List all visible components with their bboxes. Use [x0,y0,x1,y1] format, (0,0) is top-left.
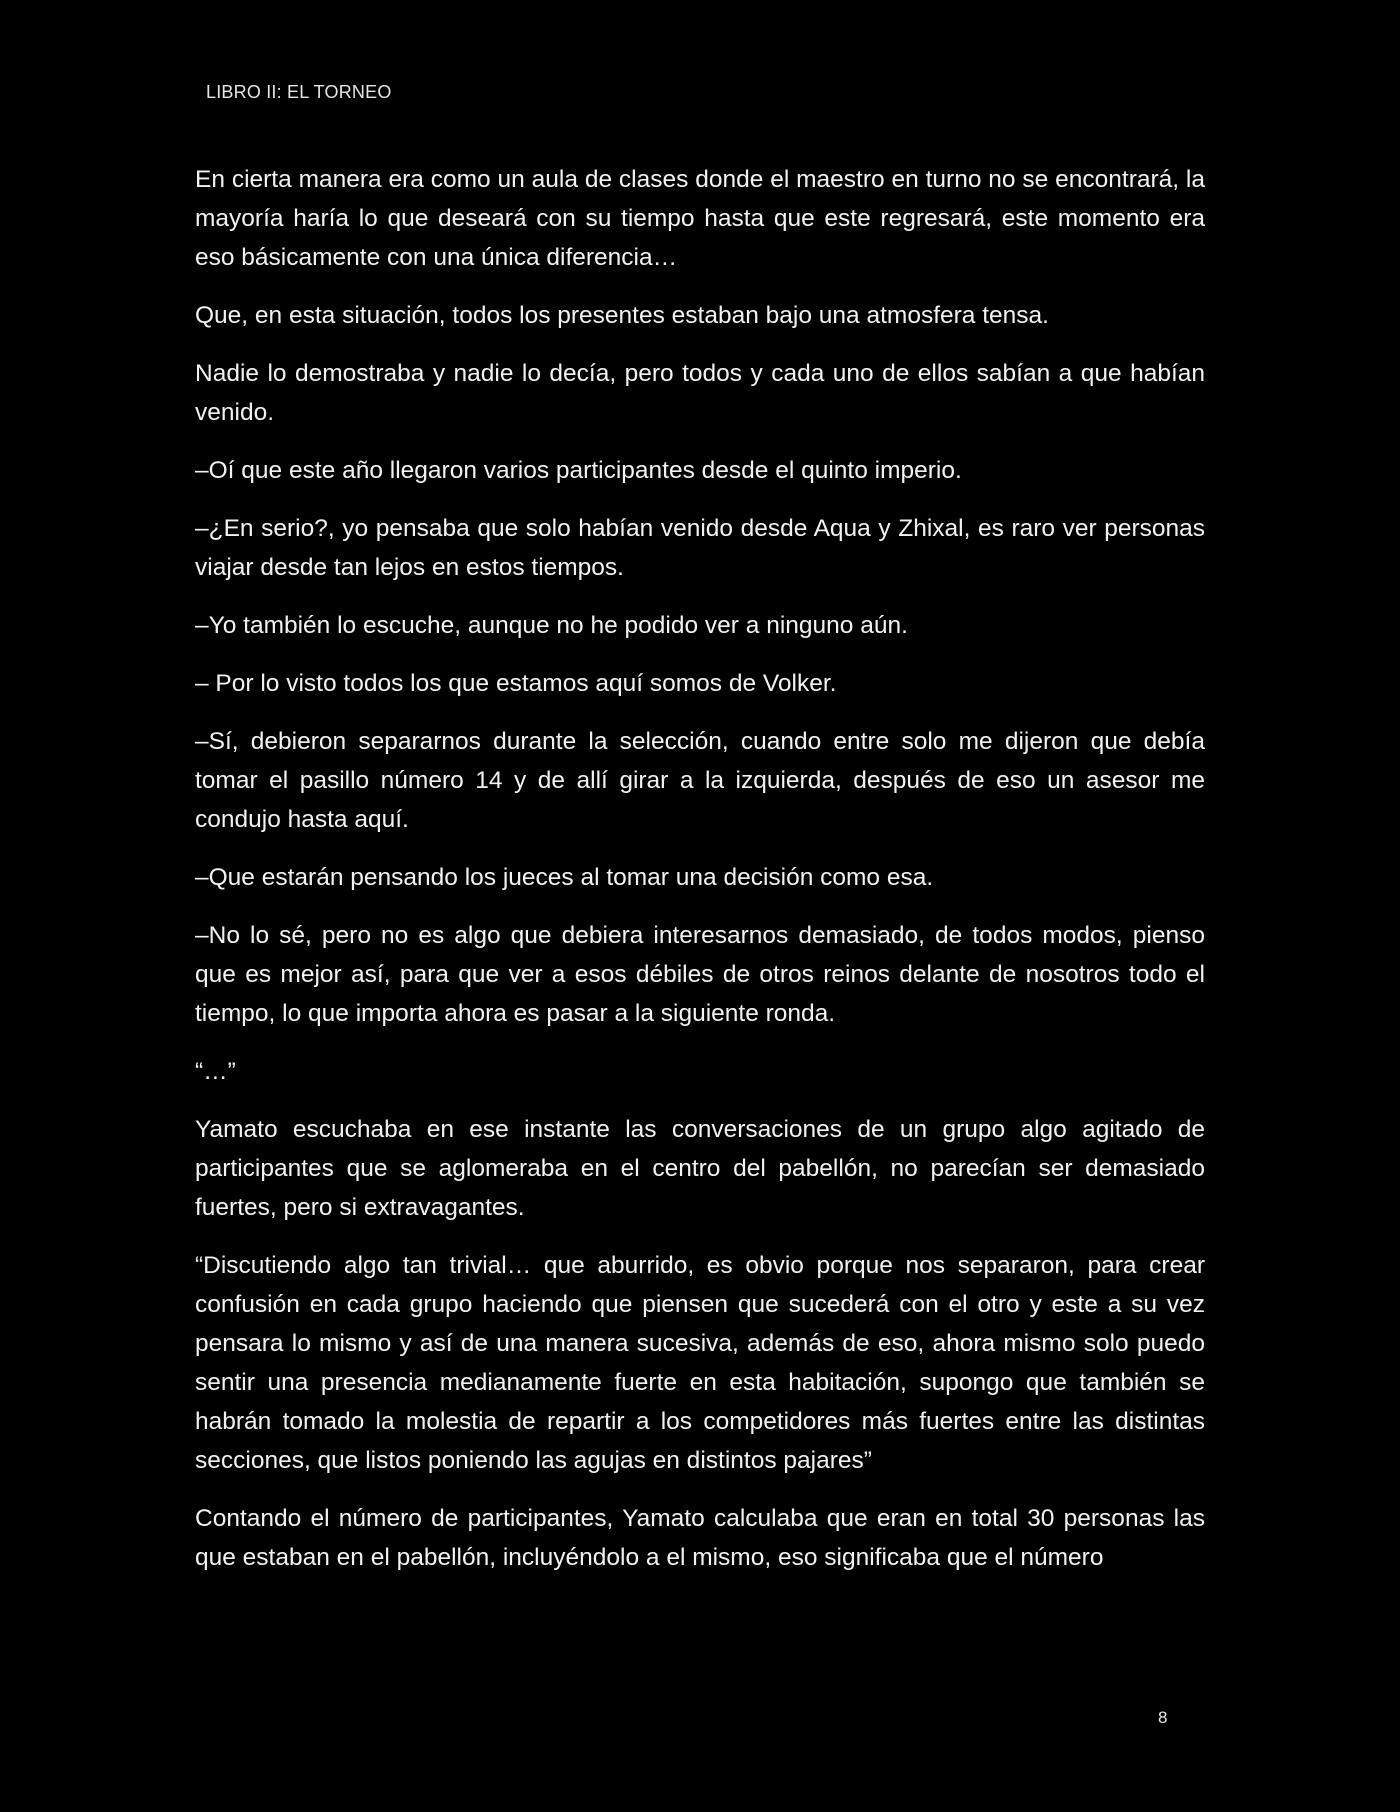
running-header: LIBRO II: EL TORNEO [206,82,392,102]
paragraph: Nadie lo demostraba y nadie lo decía, pero todos y cada uno de ellos sabían a que habían venido. [195,360,1205,426]
paragraph: Yamato escuchaba en ese instante las conversaciones de un grupo algo agitado de participantes que se aglomeraba en el centro del pabellón, no parecían ser demasiado fuertes, pero si extravagantes. [195,1116,1205,1221]
page-number: 8 [1158,1708,1168,1727]
paragraph: En cierta manera era como un aula de clases donde el maestro en turno no se encontrará, la mayoría haría lo que deseará con su tiempo hasta que este regresará, este momento era eso básicamente con una única diferencia… [195,166,1205,271]
paragraph: “Discutiendo algo tan trivial… que aburrido, es obvio porque nos separaron, para crear confusión en cada grupo haciendo que piensen que sucederá con el otro y este a su vez pensara lo mismo y así de una manera sucesiva, además de eso, ahora mismo solo puedo sentir una presencia medianamente fuerte en esta habitación, supongo que también se habrán tomado la molestia de repartir a los competidores más fuertes entre las distintas secciones, que listos poniendo las agujas en distintos pajares” [195,1252,1205,1474]
paragraph: – Por lo visto todos los que estamos aquí somos de Volker. [195,670,837,697]
paragraph: –Yo también lo escuche, aunque no he podido ver a ninguno aún. [195,612,908,639]
paragraph: –No lo sé, pero no es algo que debiera interesarnos demasiado, de todos modos, pienso que es mejor así, para que ver a esos débiles de otros reinos delante de nosotros todo el tiempo, lo que importa ahora es pasar a la siguiente ronda. [195,922,1205,1027]
paragraph: –Sí, debieron separarnos durante la selección, cuando entre solo me dijeron que debía tomar el pasillo número 14 y de allí girar a la izquierda, después de eso un asesor me condujo hasta aquí. [195,728,1205,833]
paragraph: –¿En serio?, yo pensaba que solo habían venido desde Aqua y Zhixal, es raro ver personas viajar desde tan lejos en estos tiempos. [195,515,1205,581]
paragraph: Contando el número de participantes, Yamato calculaba que eran en total 30 personas las que estaban en el pabellón, incluyéndolo a el mismo, eso significaba que el número [195,1505,1205,1571]
paragraph: “…” [195,1058,236,1085]
paragraph: Que, en esta situación, todos los presentes estaban bajo una atmosfera tensa. [195,302,1049,329]
paragraph: –Que estarán pensando los jueces al tomar una decisión como esa. [195,864,934,891]
body-text [195,160,1205,1596]
paragraph: –Oí que este año llegaron varios participantes desde el quinto imperio. [195,457,962,484]
